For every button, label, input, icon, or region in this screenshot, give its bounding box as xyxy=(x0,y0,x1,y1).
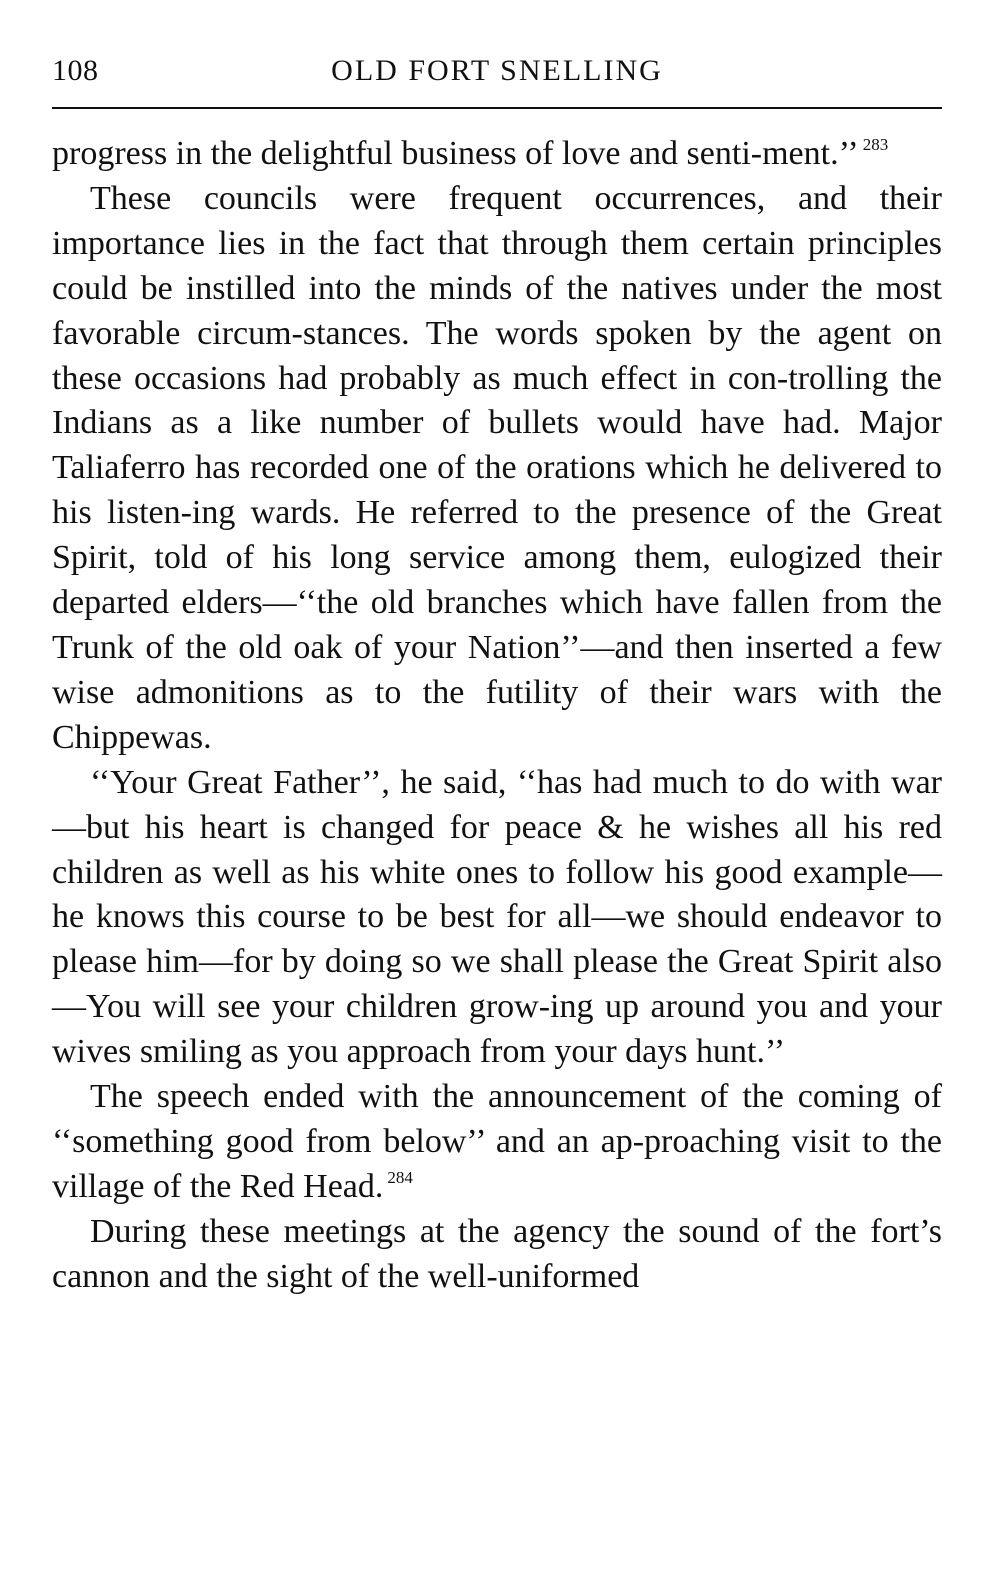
paragraph-4 xyxy=(52,1075,942,1210)
paragraph-3 xyxy=(52,761,942,1075)
header-rule xyxy=(52,107,942,109)
paragraph-1 xyxy=(52,132,942,177)
running-title: OLD FORT SNELLING xyxy=(331,54,663,87)
page-number: 108 xyxy=(52,54,99,87)
paragraph-2 xyxy=(52,177,942,761)
footnote-ref-283: 283 xyxy=(862,135,889,154)
paragraph-3-text: ‘‘Your Great Father’’, he said, ‘‘has had much to do with war—but his heart is changed for peace & he wishes all his red children as well as his white ones to follow his good example—he knows this course to be best for all—we should endeavor to please him—for by doing so we shall please the Great Spirit also—You will see your children grow-ing up around you and your wives smiling as you approach from your days hunt.’’ xyxy=(52,763,942,1071)
paragraph-5-text: During these meetings at the agency the sound of the fort’s cannon and the sight of the well-uniformed xyxy=(52,1212,942,1295)
paragraph-1-text: progress in the delightful business of love and senti-ment.’’ xyxy=(52,135,859,172)
footnote-ref-284: 284 xyxy=(387,1167,413,1187)
body-text xyxy=(52,132,942,1300)
paragraph-5 xyxy=(52,1210,942,1300)
paragraph-4-text: The speech ended with the announcement of the coming of ‘‘something good from below’’ and an ap-proaching visit to the village of the Red Head. xyxy=(52,1078,942,1205)
page-header xyxy=(52,50,942,100)
paragraph-2-text: These councils were frequent occurrences, and their importance lies in the fact that through them certain principles could be instilled into the minds of the natives under the most favorable circum-stances. The words spoken by the agent on these occasions had probably as much effect in con-trolling the Indians as a like number of bullets would have had. Major Taliaferro has recorded one of the orations which he delivered to his listen-ing wards. He referred to the presence of the Great Spirit, told of his long service among them, eulogized their departed elders—‘‘the old branches which have fallen from the Trunk of the old oak of your Nation’’—and then inserted a few wise admonitions as to the futility of their wars with the Chippewas. xyxy=(52,179,942,756)
